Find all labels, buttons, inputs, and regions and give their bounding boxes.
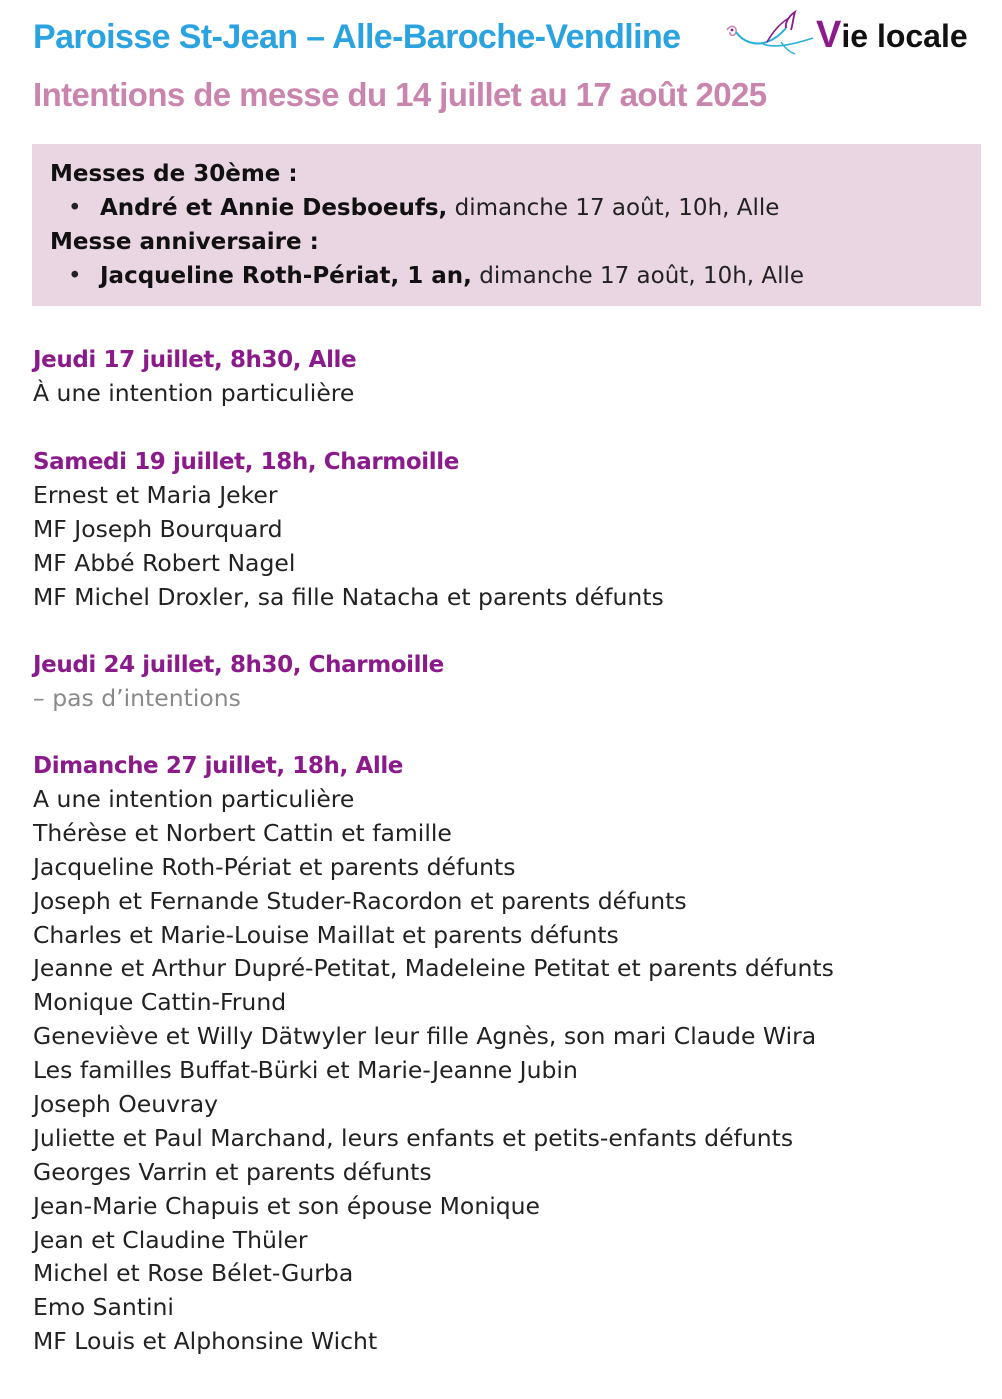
intention-item: MF Joseph Bourquard	[33, 514, 283, 543]
mass-heading: Jeudi 17 juillet, 8h30, Alle	[33, 347, 357, 373]
intention-item: Juliette et Paul Marchand, leurs enfants et petits-enfants défunts	[33, 1123, 794, 1152]
intention-item: Jeanne et Arthur Dupré-Petitat, Madeleine Petitat et parents défunts	[33, 954, 834, 983]
mass-entry	[33, 749, 834, 1359]
intention-item: A une intention particulière	[33, 785, 355, 813]
intention-item: MF Michel Droxler, sa fille Natacha et parents défunts	[33, 582, 664, 611]
intention-item: MF Abbé Robert Nagel	[33, 548, 296, 577]
intention-item: Jean-Marie Chapuis et son épouse Monique	[33, 1191, 541, 1220]
mass-entry	[33, 445, 664, 615]
anniversary-item	[68, 263, 804, 289]
mass-heading: Jeudi 24 juillet, 8h30, Charmoille	[33, 652, 444, 678]
intention-item: Charles et Marie-Louise Maillat et parents défunts	[33, 920, 619, 949]
intention-item: À une intention particulière	[33, 379, 355, 407]
mass-heading: Dimanche 27 juillet, 18h, Alle	[33, 753, 404, 779]
intention-item: Thérèse et Norbert Cattin et famille	[33, 818, 452, 847]
mass-heading: Samedi 19 juillet, 18h, Charmoille	[33, 449, 459, 475]
intention-item: Jacqueline Roth-Périat et parents défunts	[33, 852, 516, 881]
thirtieth-heading: Messes de 30ème :	[50, 161, 298, 187]
parish-title: Paroisse St-Jean – Alle-Baroche-Vendline	[33, 18, 681, 56]
bullet-icon: •	[68, 195, 82, 221]
intention-item: Jean et Claudine Thüler	[33, 1225, 308, 1254]
thirtieth-item-name: André et Annie Desboeufs,	[100, 195, 448, 221]
intention-item: Les familles Buffat-Bürki et Marie-Jeanne Jubin	[33, 1056, 578, 1085]
thirtieth-item	[68, 195, 779, 221]
mass-entry	[33, 648, 444, 716]
section-label-rest: ie locale	[841, 18, 968, 54]
anniversary-item-name: Jacqueline Roth-Périat, 1 an,	[100, 263, 472, 289]
intention-item: Geneviève et Willy Dätwyler leur fille Agnès, son mari Claude Wira	[33, 1022, 817, 1051]
special-masses-box	[32, 144, 981, 306]
intention-item: Joseph Oeuvray	[33, 1090, 219, 1119]
bullet-icon: •	[68, 263, 82, 289]
section-label-initial: V	[816, 14, 842, 56]
section-label	[816, 14, 968, 57]
anniversary-heading: Messe anniversaire :	[50, 229, 319, 255]
dove-icon	[723, 8, 823, 64]
page-header	[33, 16, 973, 64]
anniversary-item-details: dimanche 17 août, 10h, Alle	[471, 263, 805, 289]
intention-item: MF Louis et Alphonsine Wicht	[33, 1327, 378, 1356]
thirtieth-item-details: dimanche 17 août, 10h, Alle	[447, 195, 780, 221]
intention-item: Joseph et Fernande Studer-Racordon et parents défunts	[33, 886, 687, 915]
mass-entry	[33, 343, 356, 411]
intention-item: Emo Santini	[33, 1293, 174, 1322]
page-subtitle: Intentions de messe du 14 juillet au 17 août 2025	[33, 76, 767, 113]
intention-item: Georges Varrin et parents défunts	[33, 1157, 432, 1186]
intention-item: – pas d’intentions	[33, 684, 241, 712]
intention-item: Ernest et Maria Jeker	[33, 481, 278, 509]
intention-item: Michel et Rose Bélet-Gurba	[33, 1259, 354, 1288]
intention-item: Monique Cattin-Frund	[33, 988, 287, 1017]
